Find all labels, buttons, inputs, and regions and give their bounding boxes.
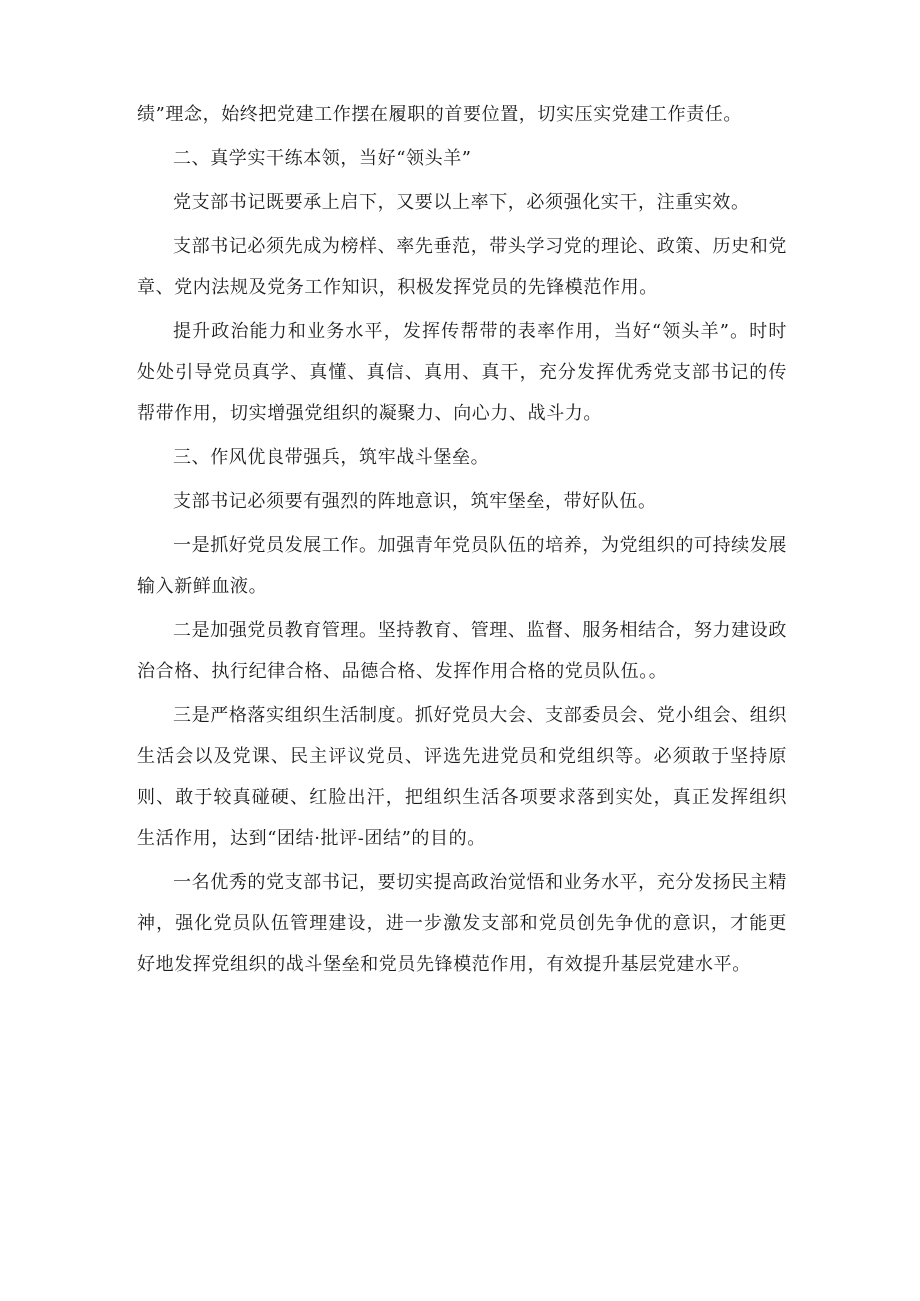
paragraph-5: 提升政治能力和业务水平，发挥传帮带的表率作用，当好“领头羊”。时时处处引导党员真学、真懂、真信、真用、真干，充分发挥优秀党支部书记的传帮带作用，切实增强党组织的凝聚力、向心力、战斗力。 xyxy=(137,321,787,424)
section-heading-3: 三、作风优良带强兵，筑牢战斗堡垒。 xyxy=(173,447,490,468)
paragraph-11: 一名优秀的党支部书记，要切实提高政治觉悟和业务水平，充分发扬民主精神，强化党员队伍管理建设，进一步激发支部和党员创先争优的意识，才能更好地发挥党组织的战斗堡垒和党员先锋模范作用，有效提升基层党建水平。 xyxy=(137,872,787,975)
paragraph-9: 二是加强党员教育管理。坚持教育、管理、监督、服务相结合，努力建设政治合格、执行纪律合格、品德合格、发挥作用合格的党员队伍。。 xyxy=(137,620,787,682)
paragraph-4: 支部书记必须先成为榜样、率先垂范，带头学习党的理论、政策、历史和党章、党内法规及党务工作知识，积极发挥党员的先锋模范作用。 xyxy=(137,236,787,298)
document-body xyxy=(137,94,787,985)
section-heading-2: 二、真学实干练本领，当好“领头羊” xyxy=(173,148,472,169)
paragraph-1: 绩”理念，始终把党建工作摆在履职的首要位置，切实压实党建工作责任。 xyxy=(137,104,742,125)
paragraph-8: 一是抓好党员发展工作。加强青年党员队伍的培养，为党组织的可持续发展输入新鲜血液。 xyxy=(137,535,787,597)
paragraph-3: 党支部书记既要承上启下，又要以上率下，必须强化实干，注重实效。 xyxy=(173,192,750,213)
paragraph-10: 三是严格落实组织生活制度。抓好党员大会、支部委员会、党小组会、组织生活会以及党课、民主评议党员、评选先进党员和党组织等。必须敢于坚持原则、敢于较真碰硬、红脸出汗，把组织生活各项要求落到实处，真正发挥组织生活作用，达到“团结·批评-团结”的目的。 xyxy=(137,705,787,849)
paragraph-7: 支部书记必须要有强烈的阵地意识，筑牢堡垒，带好队伍。 xyxy=(173,491,657,512)
